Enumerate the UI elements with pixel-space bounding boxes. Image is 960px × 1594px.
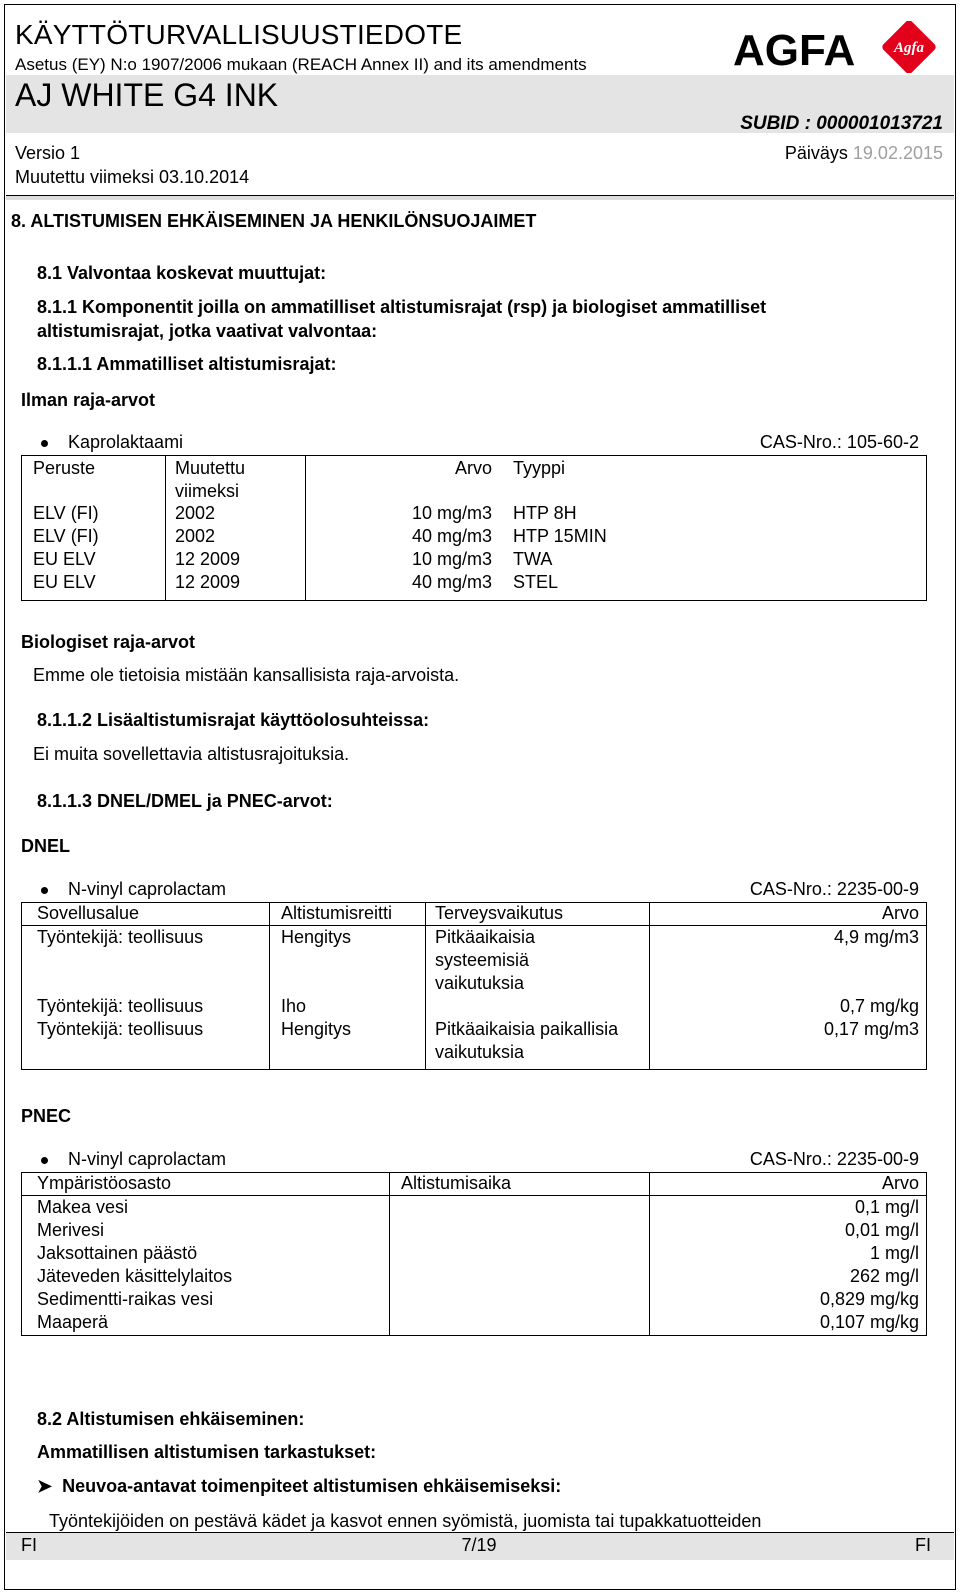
pnec-col-divider: [389, 1172, 390, 1336]
svg-text:AGFA: AGFA: [733, 26, 856, 73]
dnel-cell-use: Työntekijä: teollisuus: [37, 927, 204, 947]
product-name: AJ WHITE G4 INK: [15, 77, 279, 113]
agfa-logo: [733, 21, 941, 73]
oel-cell-type: STEL: [513, 572, 559, 592]
pnec-header-value: Arvo: [881, 1173, 919, 1193]
dnel-cell-effect: vaikutuksia: [435, 1042, 525, 1062]
dnel-cell-use: Työntekijä: teollisuus: [37, 1019, 204, 1039]
oel-cell-modified: 12 2009: [175, 549, 241, 569]
bio-limits-heading: Biologiset raja-arvot: [21, 632, 196, 652]
oel-header-modified-l2: viimeksi: [175, 481, 240, 501]
advice-heading-text: Neuvoa-antavat toimenpiteet altistumisen ehkäisemiseksi:: [62, 1476, 562, 1496]
dnel-substance: [41, 879, 226, 900]
dnel-header-use: Sovellusalue: [37, 903, 140, 923]
section-8-1-1-1-heading: 8.1.1.1 Ammatilliset altistumisrajat:: [37, 354, 337, 374]
dnel-header-route: Altistumisreitti: [281, 903, 393, 923]
advice-heading: [37, 1476, 561, 1497]
oel-cell-type: HTP 8H: [513, 503, 577, 523]
footer-right: FI: [915, 1535, 931, 1555]
version: Versio 1: [15, 143, 81, 163]
regulation-line: Asetus (EY) N:o 1907/2006 mukaan (REACH Annex II) and its amendments: [15, 55, 587, 74]
dnel-cell-route: Hengitys: [281, 1019, 352, 1039]
pnec-cell-compartment: Sedimentti-raikas vesi: [37, 1289, 214, 1309]
oel-cell-basis: EU ELV: [33, 549, 96, 569]
pnec-header-compartment: Ympäristöosasto: [37, 1173, 172, 1193]
dnel-col-divider: [425, 902, 426, 1070]
last-modified: Muutettu viimeksi 03.10.2014: [15, 167, 250, 187]
oel-cell-type: HTP 15MIN: [513, 526, 607, 546]
dnel-col-divider: [269, 902, 270, 1070]
oel-cell-value: 10 mg/m3: [411, 549, 492, 569]
pnec-cas: CAS-Nro.: 2235-00-9: [749, 1149, 919, 1169]
oel-cell-value: 10 mg/m3: [411, 503, 492, 523]
pnec-cell-compartment: Merivesi: [37, 1220, 105, 1240]
pnec-cell-value: 0,829 mg/kg: [819, 1289, 919, 1309]
dnel-cell-route: Hengitys: [281, 927, 352, 947]
section-8-1-1-heading-line2: altistumisrajat, jotka vaativat valvontaa:: [37, 321, 378, 341]
section-8-2-heading: 8.2 Altistumisen ehkäiseminen:: [37, 1409, 305, 1429]
oel-header-type: Tyyppi: [513, 458, 566, 478]
dnel-cell-effect: Pitkäaikaisia: [435, 927, 536, 947]
bullet-icon: [41, 440, 48, 447]
section-8-1-heading: 8.1 Valvontaa koskevat muuttujat:: [37, 263, 327, 283]
date-value: 19.02.2015: [852, 143, 943, 163]
svg-text:Agfa: Agfa: [894, 40, 924, 56]
pnec-heading: PNEC: [21, 1106, 72, 1126]
oel-substance-name: Kaprolaktaami: [68, 432, 184, 452]
oel-cell-modified: 2002: [175, 526, 216, 546]
dnel-header-effect: Terveysvaikutus: [435, 903, 564, 923]
page: [4, 4, 956, 1590]
pnec-cell-value: 0,1 mg/l: [854, 1197, 919, 1217]
dnel-cell-effect: systeemisiä: [435, 950, 530, 970]
dnel-cell-use: Työntekijä: teollisuus: [37, 996, 204, 1016]
pnec-cell-compartment: Jaksottainen päästö: [37, 1243, 198, 1263]
section-8-1-1-2-heading: 8.1.1.2 Lisäaltistumisrajat käyttöolosuhteissa:: [37, 710, 430, 730]
footer-left: FI: [21, 1535, 37, 1555]
oel-cell-modified: 2002: [175, 503, 216, 523]
header-divider: [6, 195, 954, 200]
pnec-cell-value: 262 mg/l: [849, 1266, 919, 1286]
pnec-cell-value: 0,01 mg/l: [844, 1220, 919, 1240]
bio-limits-text: Emme ole tietoisia mistään kansallisista raja-arvoista.: [33, 665, 460, 685]
dnel-cell-value: 4,9 mg/m3: [833, 927, 919, 947]
dnel-heading: DNEL: [21, 836, 70, 856]
pnec-col-divider: [649, 1172, 650, 1336]
bullet-icon: [41, 887, 48, 894]
issue-date: [785, 143, 943, 164]
section-8-1-1-2-text: Ei muita sovellettavia altistusrajoituksia.: [33, 744, 350, 764]
pnec-cell-compartment: Jäteveden käsittelylaitos: [37, 1266, 233, 1286]
oel-cell-basis: EU ELV: [33, 572, 96, 592]
dnel-cell-effect: vaikutuksia: [435, 973, 525, 993]
oel-header-modified-l1: Muutettu: [175, 458, 246, 478]
section-8-1-1-heading-line1: 8.1.1 Komponentit joilla on ammatilliset altistumisrajat (rsp) ja biologiset ammatilliset: [37, 297, 767, 317]
oel-cell-modified: 12 2009: [175, 572, 241, 592]
pnec-cell-compartment: Maaperä: [37, 1312, 109, 1332]
bullet-icon: [41, 1157, 48, 1164]
pnec-cell-compartment: Makea vesi: [37, 1197, 129, 1217]
document-title: KÄYTTÖTURVALLISUUSTIEDOTE: [15, 19, 463, 50]
section-8-1-1-3-heading: 8.1.1.3 DNEL/DMEL ja PNEC-arvot:: [37, 791, 333, 811]
dnel-cell-value: 0,7 mg/kg: [839, 996, 919, 1016]
dnel-substance-name: N-vinyl caprolactam: [68, 879, 227, 899]
pnec-header-divider: [21, 1195, 927, 1196]
dnel-header-value: Arvo: [881, 903, 919, 923]
dnel-cell-effect: Pitkäaikaisia paikallisia: [435, 1019, 619, 1039]
oel-cell-value: 40 mg/m3: [411, 526, 492, 546]
oel-cell-type: TWA: [513, 549, 553, 569]
oel-cell-basis: ELV (FI): [33, 503, 99, 523]
section-8-title: 8. ALTISTUMISEN EHKÄISEMINEN JA HENKILÖNSUOJAIMET: [11, 211, 537, 231]
oel-cas: CAS-Nro.: 105-60-2: [759, 432, 919, 452]
pnec-substance: [41, 1149, 226, 1170]
controls-heading: Ammatillisen altistumisen tarkastukset:: [37, 1442, 377, 1462]
date-label: Päiväys: [784, 143, 848, 163]
oel-header-basis: Peruste: [33, 458, 96, 478]
oel-cell-value: 40 mg/m3: [411, 572, 492, 592]
pnec-header-time: Altistumisaika: [401, 1173, 512, 1193]
pnec-substance-name: N-vinyl caprolactam: [68, 1149, 227, 1169]
advice-text: Työntekijöiden on pestävä kädet ja kasvot ennen syömistä, juomista tai tupakkatuotteiden: [49, 1511, 762, 1531]
oel-header-value: Arvo: [454, 458, 492, 478]
arrow-bullet-icon: ➤: [37, 1476, 53, 1496]
dnel-col-divider: [649, 902, 650, 1070]
oel-cell-basis: ELV (FI): [33, 526, 99, 546]
pnec-cell-value: 1 mg/l: [869, 1243, 919, 1263]
dnel-cell-route: Iho: [281, 996, 307, 1016]
oel-col-divider: [165, 455, 166, 601]
subid: SUBID : 000001013721: [740, 113, 943, 134]
page-number: 7/19: [461, 1535, 497, 1555]
dnel-cas: CAS-Nro.: 2235-00-9: [749, 879, 919, 899]
dnel-header-divider: [21, 925, 927, 926]
oel-substance: [41, 432, 183, 453]
dnel-cell-value: 0,17 mg/m3: [823, 1019, 919, 1039]
pnec-cell-value: 0,107 mg/kg: [819, 1312, 919, 1332]
no-limits-heading: Ilman raja-arvot: [21, 390, 156, 410]
